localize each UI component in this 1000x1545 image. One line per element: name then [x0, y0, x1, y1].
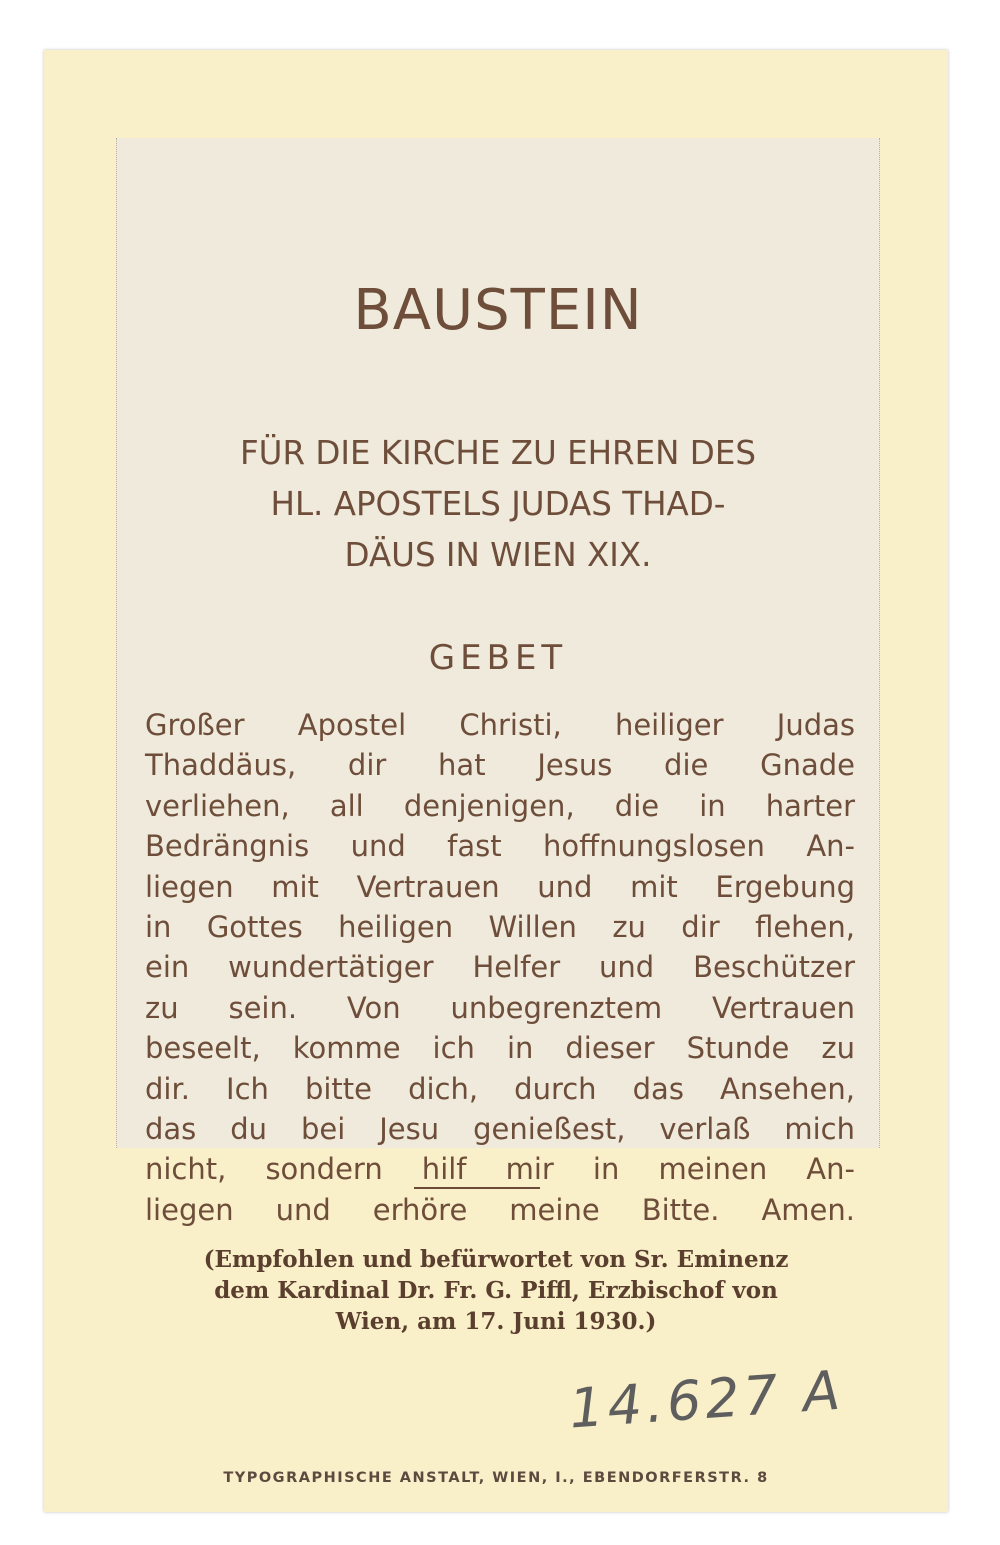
prayer-line: Bedrängnis und fast hoffnungslosen An- [145, 829, 855, 864]
recommendation-line: (Empfohlen und befürwortet von Sr. Eminenz [203, 1246, 789, 1273]
prayer-line: ein wundertätiger Helfer und Beschützer [145, 950, 855, 985]
prayer-line: liegen und erhöre meine Bitte. Amen. [145, 1192, 855, 1227]
prayer-line: Großer Apostel Christi, heiliger Judas [145, 708, 855, 742]
prayer-card [44, 50, 948, 1512]
prayer-line: verliehen, all denjenigen, die in harter [145, 788, 855, 823]
prayer-line: in Gottes heiligen Willen zu dir flehen, [145, 910, 855, 945]
prayer-line: beseelt, komme ich in dieser Stunde zu [145, 1031, 855, 1066]
subtitle-line: HL. APOSTELS JUDAS THAD- [270, 485, 726, 523]
prayer-line: das du bei Jesu genießest, verlaß mich [145, 1112, 855, 1147]
subtitle-line: FÜR DIE KIRCHE ZU EHREN DES [239, 434, 757, 472]
recommendation-line: Wien, am 17. Juni 1930.) [335, 1308, 657, 1335]
recommendation-line: dem Kardinal Dr. Fr. G. Piffl, Erzbischof von [214, 1277, 778, 1304]
prayer-line: nicht, sondern hilf mir in meinen An- [145, 1152, 855, 1187]
prayer-line: liegen mit Vertrauen und mit Ergebung [145, 869, 855, 904]
prayer-text [145, 705, 855, 1230]
printer-imprint: TYPOGRAPHISCHE ANSTALT, WIEN, I., EBENDORFERSTR. 8 [223, 1470, 769, 1486]
subtitle-line: DÄUS IN WIEN XIX. [344, 536, 652, 574]
separator-rule [414, 1187, 540, 1189]
card-title: BAUSTEIN [353, 278, 643, 343]
prayer-line: dir. Ich bitte dich, durch das Ansehen, [145, 1071, 855, 1106]
prayer-line: Thaddäus, dir hat Jesus die Gnade [145, 748, 855, 783]
recommendation-note [124, 1244, 868, 1337]
prayer-heading: GEBET [428, 638, 568, 678]
text-panel [116, 138, 880, 1227]
card-subtitle [139, 428, 857, 581]
prayer-line: zu sein. Von unbegrenztem Vertrauen [145, 990, 855, 1025]
handwritten-inventory-number: 14.627 A [567, 1358, 846, 1441]
